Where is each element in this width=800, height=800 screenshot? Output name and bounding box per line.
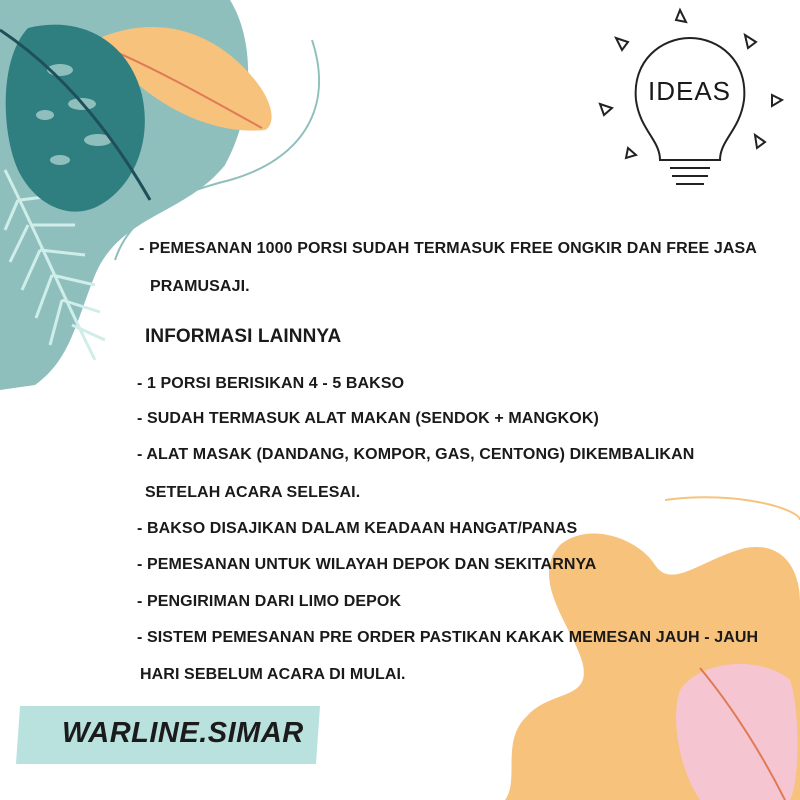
info-item: - PEMESANAN UNTUK WILAYAH DEPOK DAN SEKITARNYA [137, 556, 597, 573]
ideas-word: IDEAS [648, 76, 732, 106]
info-item: - PENGIRIMAN DARI LIMO DEPOK [137, 593, 402, 610]
intro-line-2: PRAMUSAJI. [150, 278, 250, 295]
info-item: - ALAT MASAK (DANDANG, KOMPOR, GAS, CENTONG) DIKEMBALIKAN [137, 446, 695, 463]
info-item-continuation: SETELAH ACARA SELESAI. [145, 484, 361, 501]
intro-line-1: - PEMESANAN 1000 PORSI SUDAH TERMASUK FREE ONGKIR DAN FREE JASA [139, 240, 757, 257]
info-item-continuation: HARI SEBELUM ACARA DI MULAI. [140, 666, 406, 683]
info-item: - SUDAH TERMASUK ALAT MAKAN (SENDOK + MANGKOK) [137, 410, 599, 427]
section-heading: INFORMASI LAINNYA [145, 326, 342, 347]
info-item: - SISTEM PEMESANAN PRE ORDER PASTIKAN KAKAK MEMESAN JAUH - JAUH [137, 629, 759, 646]
info-item: - BAKSO DISAJIKAN DALAM KEADAAN HANGAT/PANAS [137, 520, 578, 537]
info-item: - 1 PORSI BERISIKAN 4 - 5 BAKSO [137, 375, 405, 392]
brand-name: WARLINE.SIMAR [62, 717, 304, 749]
